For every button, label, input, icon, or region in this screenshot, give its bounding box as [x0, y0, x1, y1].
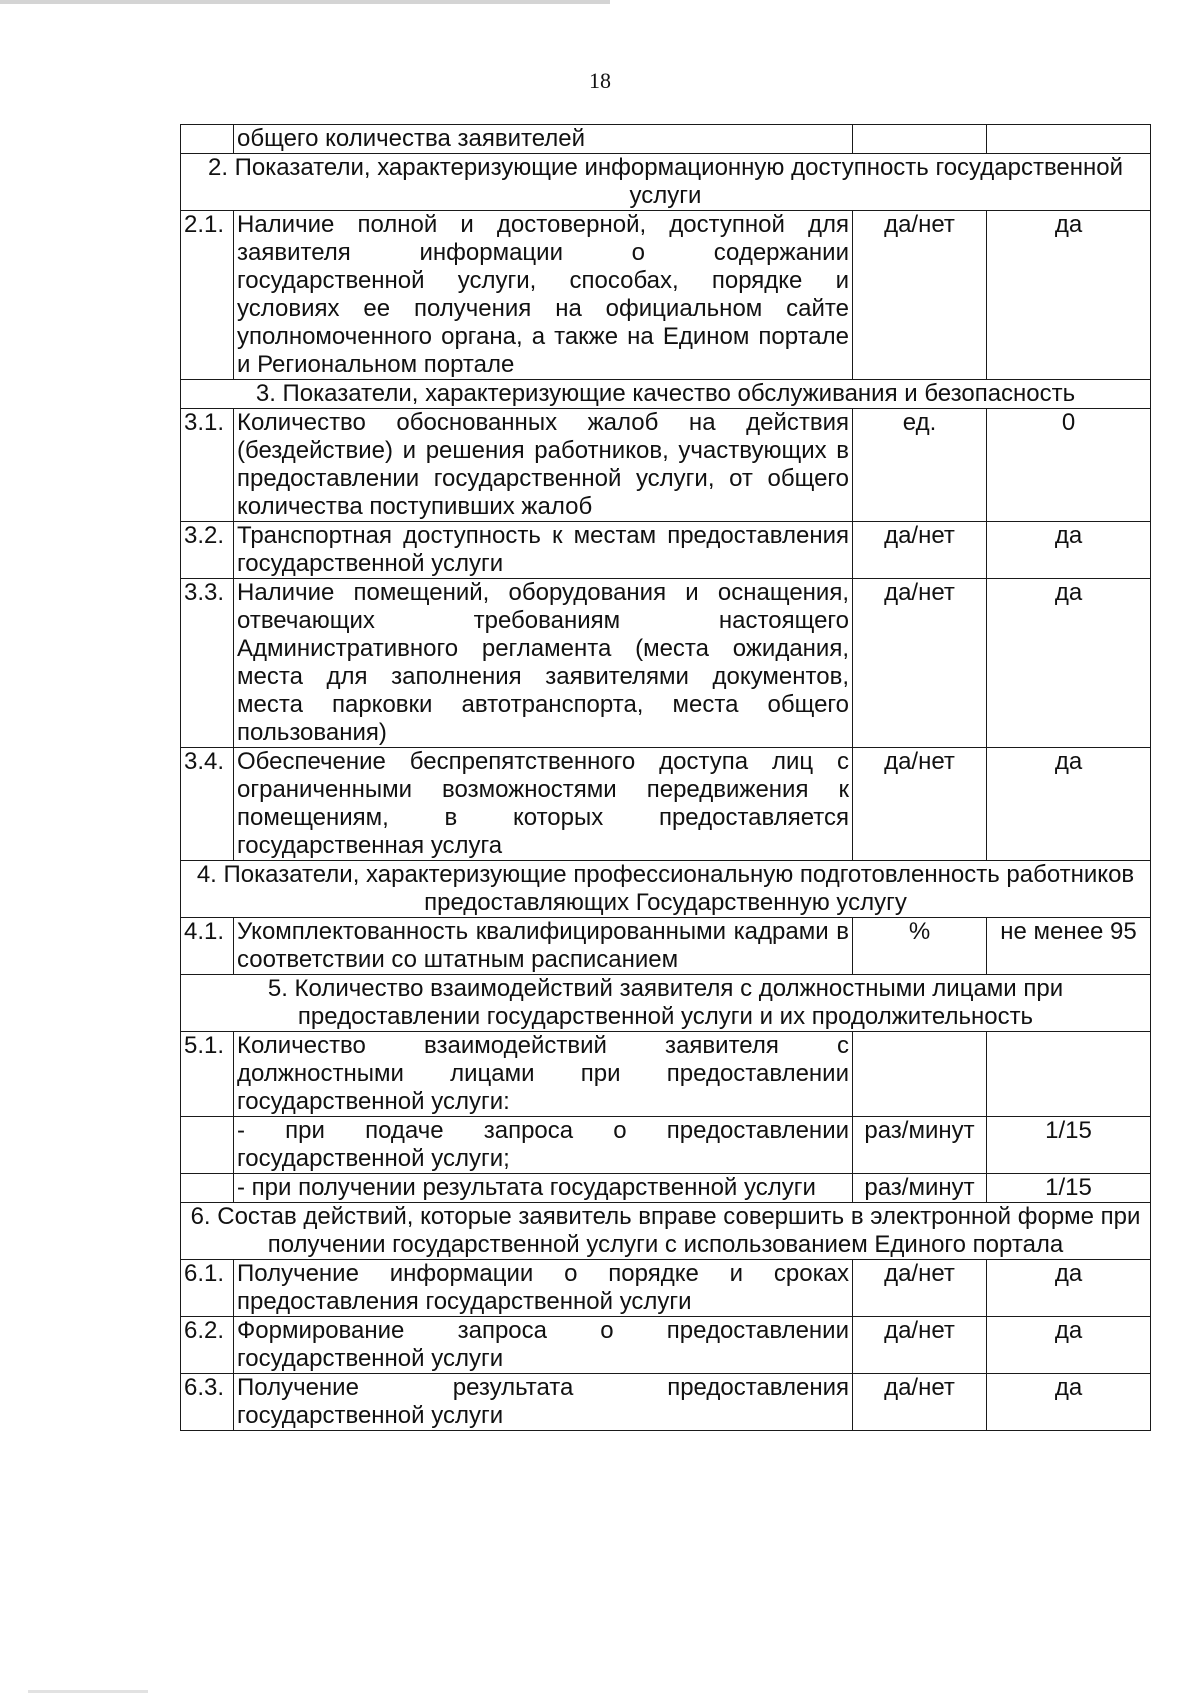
scan-edge-shadow-bottom — [28, 1690, 148, 1693]
indicator-name-cell: Укомплектованность квалифицированными кадрами в соответствии со штатным расписанием — [234, 918, 853, 975]
section-title: 6. Состав действий, которые заявитель вправе совершить в электронной форме при получении государственной услуги с использованием Единого портала — [181, 1203, 1151, 1260]
row-number-cell — [181, 1117, 234, 1174]
row-number-cell: 6.2. — [181, 1317, 234, 1374]
norm-value-cell: да — [987, 579, 1151, 748]
unit-cell — [853, 1032, 987, 1117]
indicator-name-cell: Наличие помещений, оборудования и оснащения, отвечающих требованиям настоящего Административного регламента (места ожидания, места для заполнения заявителями документов, места парковки автотранспорта, места общего пользования) — [234, 579, 853, 748]
scan-edge-shadow — [0, 0, 610, 4]
table-row — [181, 211, 1151, 380]
row-number-cell — [181, 1174, 234, 1203]
indicator-name-cell: Получение информации о порядке и сроках предоставления государственной услуги — [234, 1260, 853, 1317]
indicator-name-cell: - при получении результата государственной услуги — [234, 1174, 853, 1203]
row-number-cell: 4.1. — [181, 918, 234, 975]
unit-cell: да/нет — [853, 1317, 987, 1374]
table-row — [181, 1174, 1151, 1203]
norm-value-cell: 1/15 — [987, 1174, 1151, 1203]
table-row — [181, 1374, 1151, 1431]
table-row — [181, 125, 1151, 154]
indicator-name-cell: - при подаче запроса о предоставлении государственной услуги; — [234, 1117, 853, 1174]
indicator-name-cell: Количество взаимодействий заявителя с должностными лицами при предоставлении государственной услуги: — [234, 1032, 853, 1117]
unit-cell: да/нет — [853, 1260, 987, 1317]
section-header-row — [181, 975, 1151, 1032]
norm-value-cell: да — [987, 211, 1151, 380]
indicator-name-cell: Получение результата предоставления государственной услуги — [234, 1374, 853, 1431]
unit-cell: да/нет — [853, 748, 987, 861]
table-row — [181, 522, 1151, 579]
section-header-row — [181, 380, 1151, 409]
norm-value-cell: да — [987, 1374, 1151, 1431]
norm-value-cell: 0 — [987, 409, 1151, 522]
row-number-cell: 6.3. — [181, 1374, 234, 1431]
unit-cell: % — [853, 918, 987, 975]
unit-cell: ед. — [853, 409, 987, 522]
unit-cell: да/нет — [853, 211, 987, 380]
row-number-cell: 3.1. — [181, 409, 234, 522]
section-header-row — [181, 154, 1151, 211]
table-row — [181, 579, 1151, 748]
norm-value-cell: да — [987, 1317, 1151, 1374]
unit-cell: раз/минут — [853, 1174, 987, 1203]
page-number: 18 — [589, 68, 611, 93]
row-number-cell: 3.3. — [181, 579, 234, 748]
section-title: 5. Количество взаимодействий заявителя с должностными лицами при предоставлении государственной услуги и их продолжительность — [181, 975, 1151, 1032]
row-number-cell: 3.4. — [181, 748, 234, 861]
row-number-cell: 2.1. — [181, 211, 234, 380]
indicator-name-cell: Количество обоснованных жалоб на действия (бездействие) и решения работников, участвующих в предоставлении государственной услуги, от общего количества поступивших жалоб — [234, 409, 853, 522]
section-title: 2. Показатели, характеризующие информационную доступность государственной услуги — [181, 154, 1151, 211]
row-number-cell: 6.1. — [181, 1260, 234, 1317]
norm-value-cell: да — [987, 1260, 1151, 1317]
norm-value-cell — [987, 125, 1151, 154]
table-row — [181, 918, 1151, 975]
section-title: 3. Показатели, характеризующие качество обслуживания и безопасность — [181, 380, 1151, 409]
unit-cell: раз/минут — [853, 1117, 987, 1174]
table-row — [181, 748, 1151, 861]
norm-value-cell — [987, 1032, 1151, 1117]
indicator-name-cell: Наличие полной и достоверной, доступной для заявителя информации о содержании государственной услуги, способах, порядке и условиях ее получения на официальном сайте уполномоченного органа, а также на Едином портале и Региональном портале — [234, 211, 853, 380]
section-header-row — [181, 1203, 1151, 1260]
section-title: 4. Показатели, характеризующие профессиональную подготовленность работников предоставляющих Государственную услугу — [181, 861, 1151, 918]
unit-cell: да/нет — [853, 522, 987, 579]
indicator-name-cell: общего количества заявителей — [234, 125, 853, 154]
row-number-cell — [181, 125, 234, 154]
norm-value-cell: не менее 95 — [987, 918, 1151, 975]
section-header-row — [181, 861, 1151, 918]
norm-value-cell: 1/15 — [987, 1117, 1151, 1174]
norm-value-cell: да — [987, 522, 1151, 579]
row-number-cell: 3.2. — [181, 522, 234, 579]
table-row — [181, 1032, 1151, 1117]
norm-value-cell: да — [987, 748, 1151, 861]
indicator-name-cell: Формирование запроса о предоставлении государственной услуги — [234, 1317, 853, 1374]
table-row — [181, 1117, 1151, 1174]
indicators-table — [180, 124, 1151, 1431]
table-row — [181, 1317, 1151, 1374]
unit-cell: да/нет — [853, 1374, 987, 1431]
row-number-cell: 5.1. — [181, 1032, 234, 1117]
table-row — [181, 409, 1151, 522]
unit-cell: да/нет — [853, 579, 987, 748]
indicator-name-cell: Транспортная доступность к местам предоставления государственной услуги — [234, 522, 853, 579]
unit-cell — [853, 125, 987, 154]
table-row — [181, 1260, 1151, 1317]
indicator-name-cell: Обеспечение беспрепятственного доступа лиц с ограниченными возможностями передвижения к помещениям, в которых предоставляется государственная услуга — [234, 748, 853, 861]
